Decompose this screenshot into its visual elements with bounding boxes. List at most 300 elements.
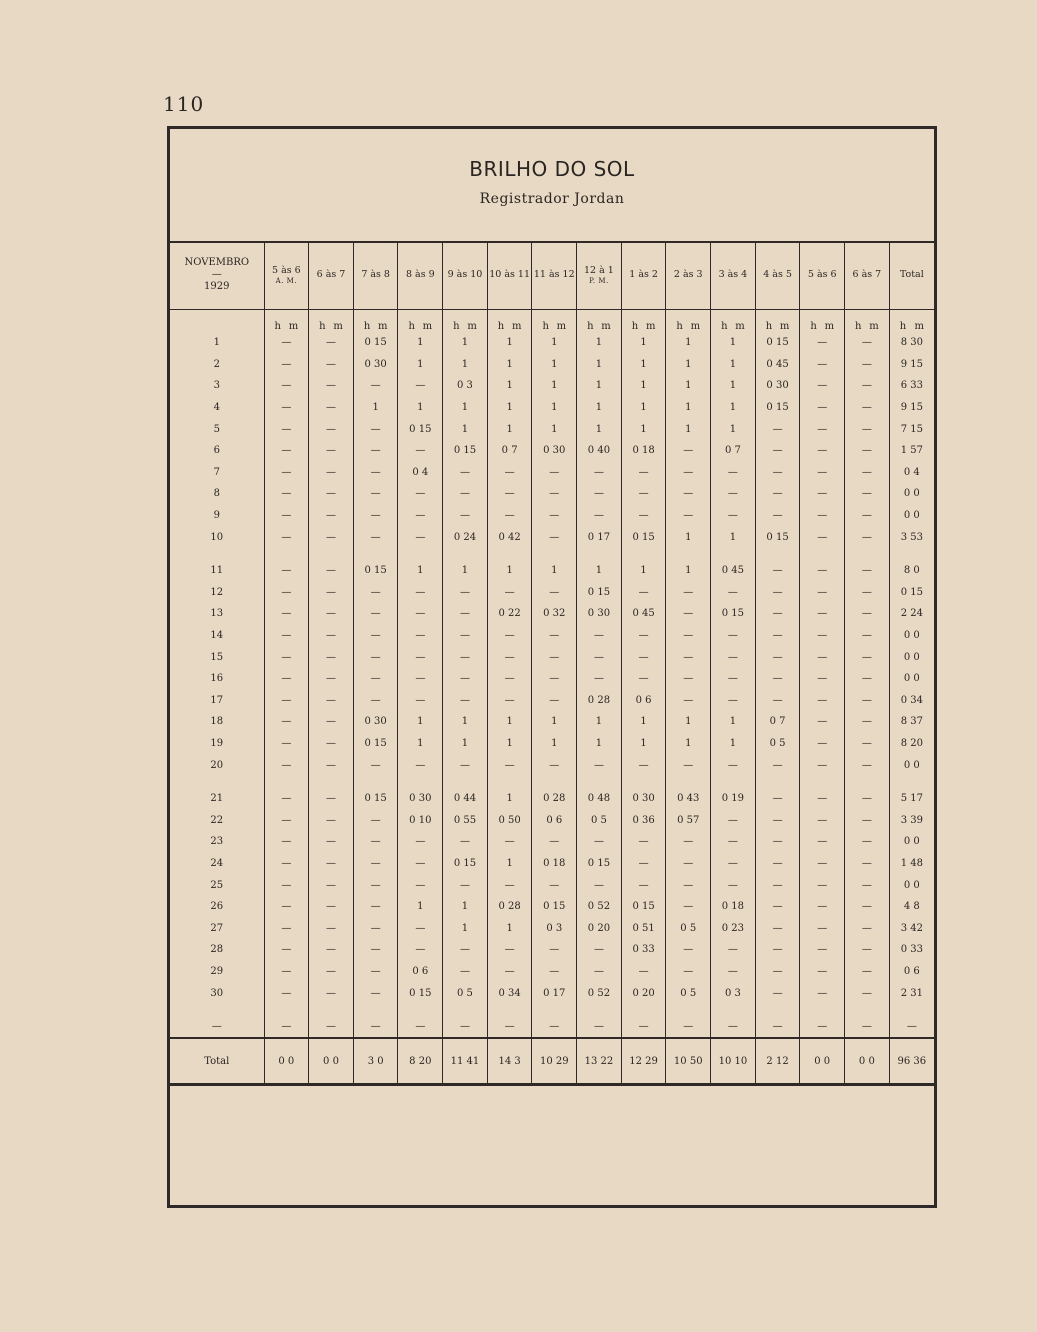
- value-cell: —: [353, 754, 398, 776]
- value-cell: 0 6: [398, 961, 443, 983]
- value-cell: —: [264, 440, 309, 462]
- total-cell: 10 29: [532, 1038, 577, 1085]
- spacer-cell: [398, 548, 443, 560]
- value-cell: —: [666, 1016, 711, 1039]
- table-row: [170, 625, 934, 647]
- total-cell: 10 10: [711, 1038, 756, 1085]
- value-cell: —: [845, 397, 890, 419]
- spacer-cell: [845, 776, 890, 788]
- table-row: [170, 462, 934, 484]
- value-cell: 1: [532, 375, 577, 397]
- value-cell: —: [532, 625, 577, 647]
- value-cell: 0 5: [755, 733, 800, 755]
- value-cell: 0 51: [621, 917, 666, 939]
- value-cell: —: [577, 961, 622, 983]
- value-cell: —: [711, 505, 756, 527]
- hour-header-label: 1 às 2: [629, 269, 658, 281]
- unit-hours: h: [810, 321, 817, 332]
- value-cell: 1: [621, 332, 666, 354]
- value-cell: 0 30: [621, 788, 666, 810]
- table-row: [170, 917, 934, 939]
- value-cell: —: [398, 853, 443, 875]
- unit-cell: [577, 310, 622, 333]
- spacer-cell: [577, 776, 622, 788]
- value-cell: 0 0: [889, 874, 934, 896]
- unit-minutes: m: [690, 321, 701, 332]
- value-cell: —: [264, 917, 309, 939]
- value-cell: —: [711, 582, 756, 604]
- value-cell: —: [309, 582, 354, 604]
- value-cell: —: [398, 917, 443, 939]
- value-cell: 0 22: [487, 603, 532, 625]
- value-cell: —: [800, 646, 845, 668]
- value-cell: —: [353, 646, 398, 668]
- value-cell: —: [845, 733, 890, 755]
- value-cell: 0 24: [443, 526, 488, 548]
- value-cell: —: [398, 939, 443, 961]
- unit-minutes: m: [422, 321, 433, 332]
- unit-row: [170, 310, 934, 333]
- value-cell: 1: [666, 354, 711, 376]
- value-cell: —: [487, 939, 532, 961]
- value-cell: —: [755, 874, 800, 896]
- value-cell: —: [309, 874, 354, 896]
- value-cell: —: [309, 831, 354, 853]
- value-cell: —: [800, 332, 845, 354]
- unit-pair: [845, 321, 889, 332]
- value-cell: —: [532, 831, 577, 853]
- value-cell: —: [711, 754, 756, 776]
- value-cell: —: [755, 853, 800, 875]
- unit-hours: h: [453, 321, 460, 332]
- unit-cell: [755, 310, 800, 333]
- unit-cell: [487, 310, 532, 333]
- value-cell: —: [398, 603, 443, 625]
- hour-header-label: 3 às 4: [718, 269, 748, 281]
- value-cell: —: [800, 711, 845, 733]
- value-cell: 1: [577, 375, 622, 397]
- value-cell: 3 42: [889, 917, 934, 939]
- value-cell: 0 5: [666, 982, 711, 1004]
- value-cell: —: [309, 603, 354, 625]
- spacer-cell: [443, 776, 488, 788]
- value-cell: 1: [577, 711, 622, 733]
- unit-cell: [398, 310, 443, 333]
- unit-minutes: m: [467, 321, 477, 332]
- value-cell: —: [845, 1016, 890, 1039]
- value-cell: —: [800, 690, 845, 712]
- table-row: [170, 560, 934, 582]
- value-cell: 0 0: [889, 625, 934, 647]
- value-cell: 0 4: [398, 462, 443, 484]
- value-cell: —: [398, 1016, 443, 1039]
- value-cell: —: [264, 788, 309, 810]
- value-cell: 0 19: [711, 788, 756, 810]
- value-cell: 0 0: [889, 754, 934, 776]
- value-cell: 0 15: [755, 526, 800, 548]
- value-cell: 1: [621, 397, 666, 419]
- table-row: [170, 853, 934, 875]
- value-cell: —: [711, 961, 756, 983]
- value-cell: —: [845, 440, 890, 462]
- value-cell: —: [711, 668, 756, 690]
- value-cell: 1 48: [889, 853, 934, 875]
- value-cell: —: [621, 646, 666, 668]
- value-cell: —: [621, 1016, 666, 1039]
- table-row: [170, 646, 934, 668]
- month-label: NOVEMBRO: [184, 257, 250, 268]
- value-cell: —: [443, 754, 488, 776]
- value-cell: 1: [398, 896, 443, 918]
- value-cell: —: [845, 603, 890, 625]
- unit-minutes: m: [645, 321, 656, 332]
- value-cell: 4 8: [889, 896, 934, 918]
- value-cell: 1: [532, 397, 577, 419]
- spacer-cell: [800, 1004, 845, 1016]
- value-cell: —: [264, 1016, 309, 1039]
- day-cell: 13: [210, 608, 224, 620]
- value-cell: 0 0: [889, 505, 934, 527]
- value-cell: —: [264, 982, 309, 1004]
- value-cell: —: [800, 505, 845, 527]
- value-cell: —: [800, 462, 845, 484]
- value-cell: —: [264, 397, 309, 419]
- value-cell: —: [398, 375, 443, 397]
- value-cell: —: [845, 754, 890, 776]
- value-cell: —: [845, 711, 890, 733]
- value-cell: —: [621, 505, 666, 527]
- value-cell: —: [487, 1016, 532, 1039]
- value-cell: —: [621, 754, 666, 776]
- value-cell: 1: [711, 733, 756, 755]
- spacer-cell: [398, 1004, 443, 1016]
- value-cell: —: [755, 939, 800, 961]
- value-cell: —: [264, 483, 309, 505]
- value-cell: —: [755, 483, 800, 505]
- day-cell: 10: [210, 531, 224, 543]
- value-cell: 0 30: [353, 354, 398, 376]
- value-cell: 1: [532, 354, 577, 376]
- value-cell: 1: [532, 733, 577, 755]
- value-cell: —: [309, 939, 354, 961]
- value-cell: 0 6: [532, 809, 577, 831]
- value-cell: —: [845, 896, 890, 918]
- day-cell: 28: [210, 944, 224, 956]
- value-cell: 1: [487, 332, 532, 354]
- month-header: [170, 241, 264, 310]
- spacer-cell: [577, 1004, 622, 1016]
- value-cell: —: [711, 874, 756, 896]
- table-row: [170, 982, 934, 1004]
- unit-hours: h: [855, 321, 862, 332]
- value-cell: —: [443, 1016, 488, 1039]
- value-cell: 8 30: [889, 332, 934, 354]
- spacer-cell: [264, 548, 309, 560]
- sunshine-table: [170, 241, 934, 1086]
- unit-cell: [309, 310, 354, 333]
- value-cell: —: [309, 788, 354, 810]
- day-cell: 9: [213, 510, 220, 522]
- value-cell: 0 30: [532, 440, 577, 462]
- value-cell: —: [353, 505, 398, 527]
- value-cell: 0 4: [889, 462, 934, 484]
- value-cell: 0 15: [755, 332, 800, 354]
- table-row: [170, 788, 934, 810]
- value-cell: 0 45: [621, 603, 666, 625]
- spacer-cell: [621, 1004, 666, 1016]
- value-cell: —: [398, 526, 443, 548]
- value-cell: —: [443, 874, 488, 896]
- spacer-cell: [532, 548, 577, 560]
- unit-hours: h: [587, 321, 594, 332]
- hour-header-label: 4 às 5: [763, 269, 792, 281]
- value-cell: —: [353, 668, 398, 690]
- unit-cell: [845, 310, 890, 333]
- value-cell: —: [309, 505, 354, 527]
- value-cell: —: [353, 462, 398, 484]
- value-cell: —: [487, 874, 532, 896]
- value-cell: —: [353, 874, 398, 896]
- unit-minutes: m: [333, 321, 343, 332]
- day-cell: 3: [213, 380, 220, 392]
- unit-pair: [488, 321, 532, 332]
- day-cell: 26: [210, 901, 224, 913]
- value-cell: —: [532, 646, 577, 668]
- value-cell: —: [532, 1016, 577, 1039]
- day-cell: 29: [210, 965, 224, 977]
- spacer-cell: [353, 1004, 398, 1016]
- unit-hours: h: [676, 321, 683, 332]
- total-cell: 12 29: [621, 1038, 666, 1085]
- value-cell: —: [309, 668, 354, 690]
- unit-hours: h: [319, 321, 326, 332]
- spacer-cell: [845, 548, 890, 560]
- value-cell: —: [309, 625, 354, 647]
- value-cell: 0 15: [353, 332, 398, 354]
- table-row: [170, 733, 934, 755]
- value-cell: —: [264, 874, 309, 896]
- value-cell: —: [889, 1016, 934, 1039]
- value-cell: —: [264, 939, 309, 961]
- table-row: [170, 483, 934, 505]
- spacer-cell: [889, 1004, 934, 1016]
- value-cell: —: [264, 853, 309, 875]
- table-row: [170, 831, 934, 853]
- value-cell: —: [532, 505, 577, 527]
- value-cell: 1: [621, 711, 666, 733]
- value-cell: —: [845, 462, 890, 484]
- value-cell: —: [443, 625, 488, 647]
- value-cell: —: [443, 505, 488, 527]
- value-cell: 1: [443, 733, 488, 755]
- value-cell: —: [666, 603, 711, 625]
- value-cell: —: [353, 982, 398, 1004]
- value-cell: 6 33: [889, 375, 934, 397]
- spacer-cell: [443, 1004, 488, 1016]
- value-cell: —: [487, 625, 532, 647]
- value-cell: —: [309, 733, 354, 755]
- value-cell: 0 34: [487, 982, 532, 1004]
- value-cell: 7 15: [889, 418, 934, 440]
- value-cell: 0 18: [621, 440, 666, 462]
- value-cell: —: [755, 560, 800, 582]
- value-cell: 1: [443, 896, 488, 918]
- value-cell: —: [666, 754, 711, 776]
- value-cell: 0 15: [353, 788, 398, 810]
- spacer-cell: [309, 776, 354, 788]
- value-cell: —: [309, 646, 354, 668]
- value-cell: —: [666, 961, 711, 983]
- spacer-cell: [264, 1004, 309, 1016]
- value-cell: 0 40: [577, 440, 622, 462]
- value-cell: —: [309, 354, 354, 376]
- value-cell: —: [755, 896, 800, 918]
- value-cell: 0 15: [443, 440, 488, 462]
- value-cell: 1: [398, 733, 443, 755]
- value-cell: —: [577, 831, 622, 853]
- value-cell: —: [845, 917, 890, 939]
- unit-pair: [890, 321, 934, 332]
- page-number: 110: [163, 92, 205, 116]
- value-cell: 0 15: [353, 733, 398, 755]
- unit-cell: [353, 310, 398, 333]
- table-row: [170, 603, 934, 625]
- value-cell: 1: [443, 332, 488, 354]
- spacer-cell: [577, 548, 622, 560]
- value-cell: 1: [443, 354, 488, 376]
- value-cell: 1: [443, 418, 488, 440]
- value-cell: 0 6: [621, 690, 666, 712]
- value-cell: —: [800, 853, 845, 875]
- spacer-cell: [889, 776, 934, 788]
- value-cell: 0 17: [532, 982, 577, 1004]
- value-cell: —: [532, 582, 577, 604]
- value-cell: —: [666, 668, 711, 690]
- value-cell: 0 15: [443, 853, 488, 875]
- value-cell: —: [309, 711, 354, 733]
- value-cell: —: [711, 483, 756, 505]
- hour-header-label: Total: [899, 269, 924, 281]
- value-cell: 1: [398, 560, 443, 582]
- spacer-cell: [487, 776, 532, 788]
- value-cell: 1: [577, 733, 622, 755]
- value-cell: 1: [621, 375, 666, 397]
- hour-header: [621, 241, 666, 310]
- table-row: [170, 440, 934, 462]
- table-row: [170, 526, 934, 548]
- unit-pair: [532, 321, 576, 332]
- table-title: BRILHO DO SOL: [469, 157, 635, 181]
- value-cell: 0 0: [889, 668, 934, 690]
- day-cell: 4: [213, 402, 220, 414]
- value-cell: 1: [398, 397, 443, 419]
- value-cell: 1: [487, 711, 532, 733]
- day-cell: 22: [210, 814, 224, 826]
- value-cell: —: [755, 961, 800, 983]
- value-cell: 1: [621, 733, 666, 755]
- day-cell: —: [211, 1021, 222, 1033]
- value-cell: —: [845, 526, 890, 548]
- value-cell: 1: [577, 397, 622, 419]
- value-cell: —: [264, 603, 309, 625]
- table-row: [170, 809, 934, 831]
- table-row: [170, 1016, 934, 1039]
- value-cell: 0 15: [621, 526, 666, 548]
- value-cell: 1: [443, 917, 488, 939]
- table-row: [170, 375, 934, 397]
- value-cell: 0 18: [711, 896, 756, 918]
- value-cell: —: [666, 646, 711, 668]
- spacer-cell: [443, 548, 488, 560]
- spacer-cell: [621, 776, 666, 788]
- value-cell: —: [755, 646, 800, 668]
- hour-header: [264, 241, 309, 310]
- value-cell: 1: [487, 354, 532, 376]
- spacer-cell: [170, 776, 264, 788]
- unit-hours: h: [631, 321, 639, 332]
- value-cell: —: [800, 440, 845, 462]
- row-spacer: [170, 776, 934, 788]
- value-cell: —: [398, 505, 443, 527]
- value-cell: —: [264, 625, 309, 647]
- value-cell: —: [666, 625, 711, 647]
- value-cell: 0 6: [889, 961, 934, 983]
- value-cell: —: [800, 896, 845, 918]
- value-cell: —: [711, 625, 756, 647]
- value-cell: —: [845, 939, 890, 961]
- value-cell: —: [845, 582, 890, 604]
- value-cell: 0 34: [889, 690, 934, 712]
- value-cell: —: [755, 1016, 800, 1039]
- value-cell: —: [264, 961, 309, 983]
- value-cell: —: [353, 809, 398, 831]
- value-cell: —: [353, 526, 398, 548]
- day-cell: 12: [210, 586, 224, 598]
- value-cell: —: [264, 582, 309, 604]
- unit-minutes: m: [288, 321, 299, 332]
- day-cell: 21: [210, 793, 224, 805]
- total-label: Total: [170, 1038, 264, 1085]
- value-cell: —: [621, 668, 666, 690]
- hour-header-label: 5 às 6: [272, 265, 301, 277]
- value-cell: 0 43: [666, 788, 711, 810]
- value-cell: —: [487, 831, 532, 853]
- hour-header-label: 8 às 9: [405, 269, 435, 281]
- unit-cell-empty: [170, 310, 264, 333]
- day-cell: 25: [210, 879, 224, 891]
- row-spacer: [170, 548, 934, 560]
- value-cell: —: [309, 418, 354, 440]
- value-cell: 0 3: [711, 982, 756, 1004]
- value-cell: —: [666, 853, 711, 875]
- value-cell: 1: [487, 733, 532, 755]
- value-cell: 0 45: [711, 560, 756, 582]
- value-cell: —: [755, 505, 800, 527]
- unit-minutes: m: [378, 321, 388, 332]
- value-cell: —: [309, 560, 354, 582]
- value-cell: 0 0: [889, 646, 934, 668]
- value-cell: 0 15: [711, 603, 756, 625]
- value-cell: 0 20: [577, 917, 622, 939]
- value-cell: —: [353, 961, 398, 983]
- value-cell: —: [487, 668, 532, 690]
- table-row: [170, 582, 934, 604]
- value-cell: 0 10: [398, 809, 443, 831]
- value-cell: —: [800, 809, 845, 831]
- value-cell: 9 15: [889, 397, 934, 419]
- unit-cell: [532, 310, 577, 333]
- row-spacer: [170, 1004, 934, 1016]
